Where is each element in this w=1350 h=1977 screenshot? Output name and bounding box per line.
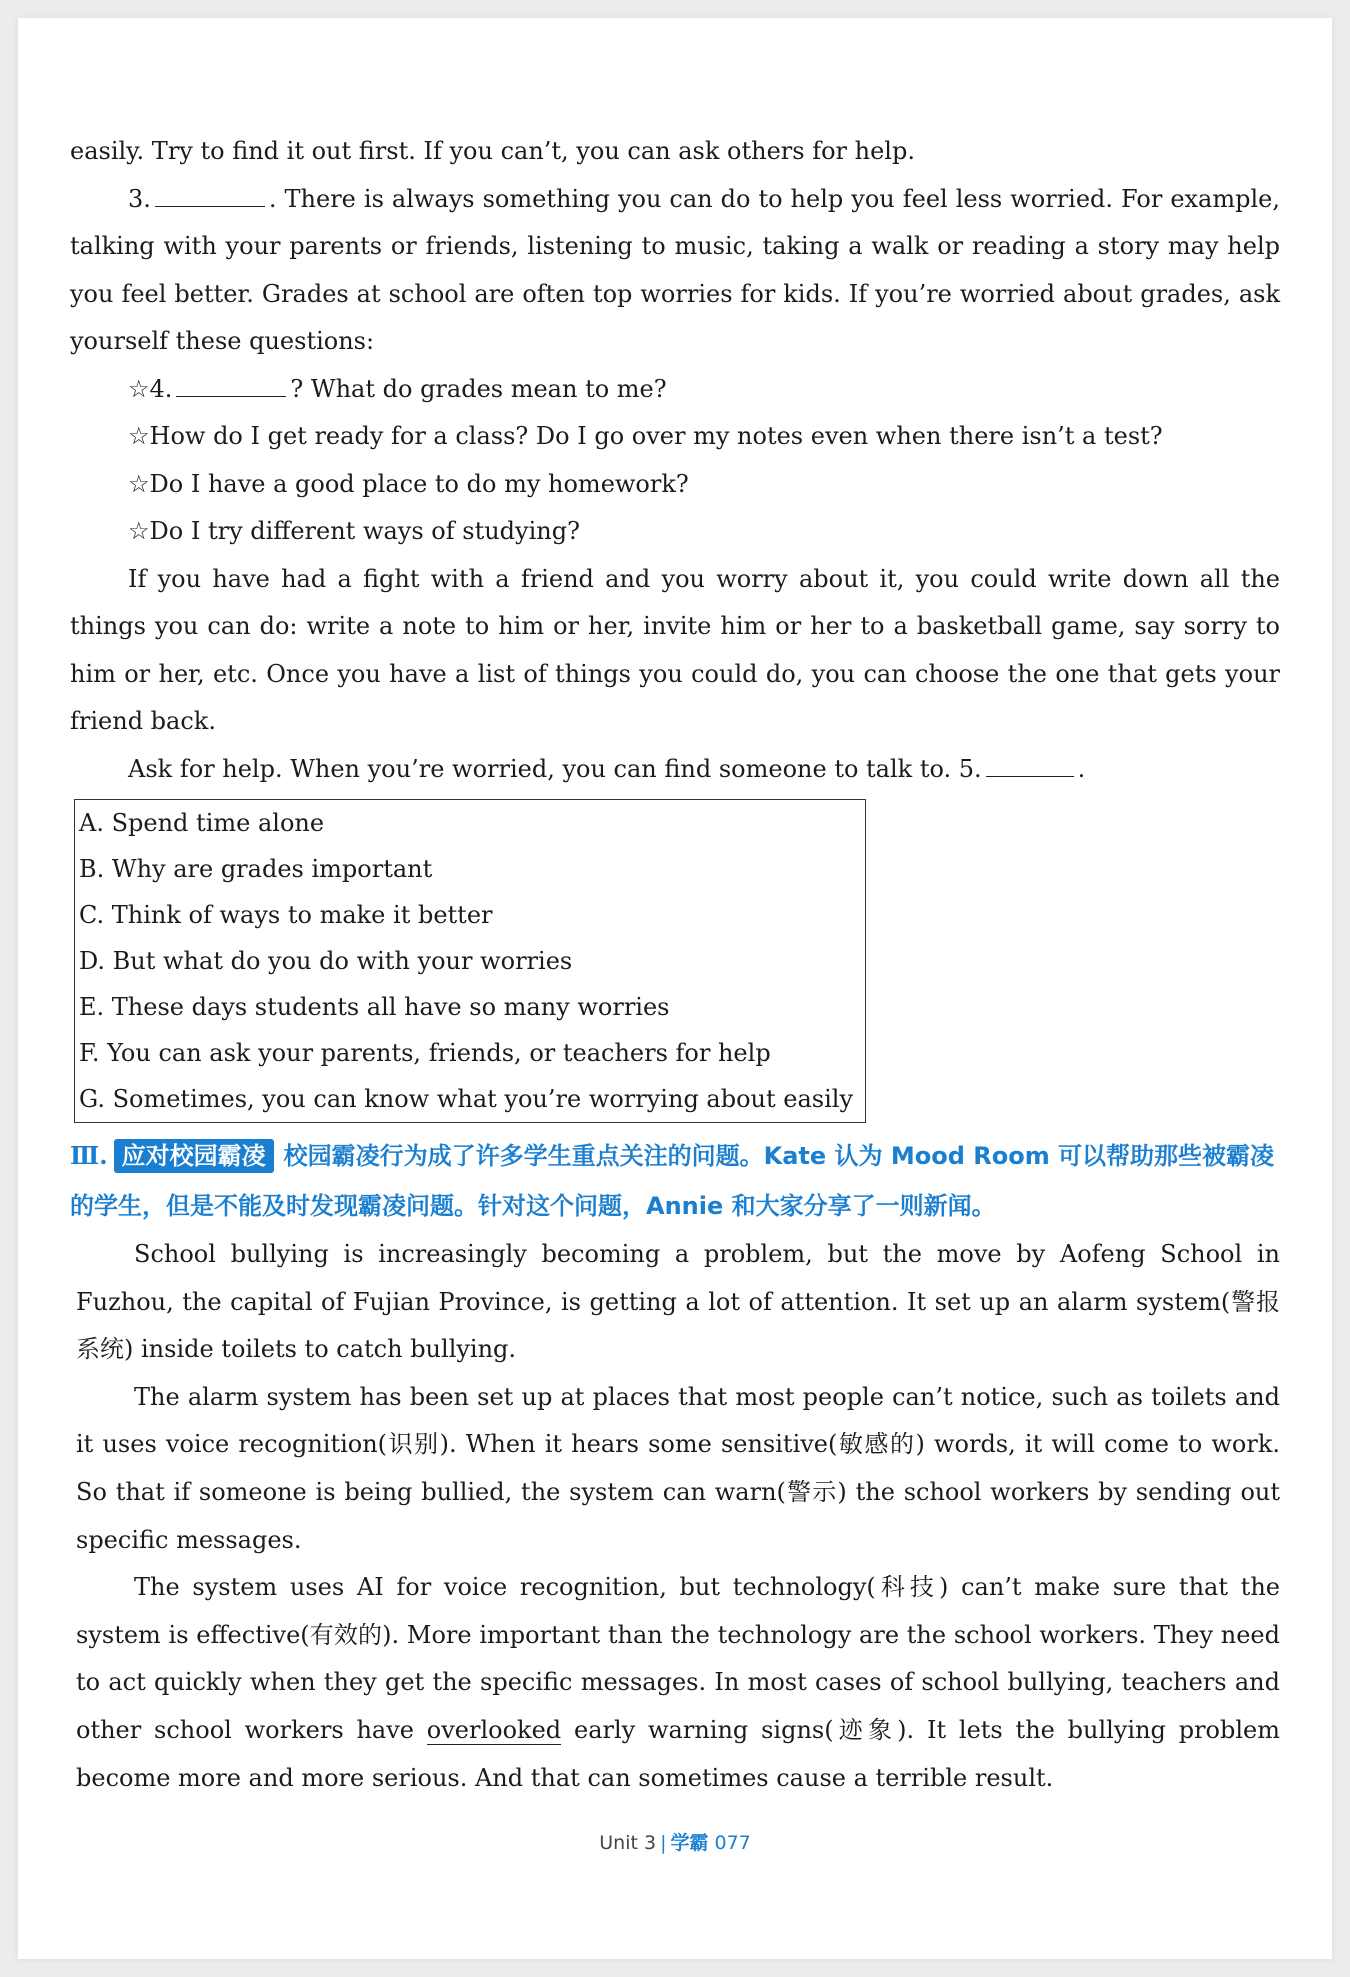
options-box	[74, 799, 866, 1123]
question-ready-line: ☆How do I get ready for a class? Do I go over my notes even when there isn’t a test?	[128, 422, 1163, 450]
option-e: E. These days students all have so many worries	[79, 993, 670, 1021]
question-number-3: 3.	[128, 184, 151, 213]
textbook-page	[18, 18, 1332, 1959]
passage-paragraph-fight: If you have had a fight with a friend and you worry about it, you could write down all the things you can do: write a note to him or her, invite him or her to a basketball game, say sorry to him or her, etc. Once you have a list of things you could do, you can choose the one that gets your friend back.	[70, 564, 1280, 735]
paragraph-3-text: . There is always something you can do to help you feel less worried. For example, talking with your parents or friends, listening to music, taking a walk or reading a story may help you feel better. Grades at school are often top worries for kids. If you’re worried about grades, ask yourself these questions:	[70, 184, 1280, 355]
underlined-word: overlooked	[426, 1715, 562, 1744]
section-3-number: Ⅲ.	[70, 1141, 108, 1170]
answer-blank-3[interactable]	[155, 184, 265, 207]
paragraph-5-text: Ask for help. When you’re worried, you can find someone to talk to. 5.	[128, 754, 982, 783]
footer-brand: 学霸	[670, 1832, 709, 1854]
passage-line-top: easily. Try to find it out first. If you can’t, you can ask others for help.	[70, 137, 915, 165]
question-4-text: ? What do grades mean to me?	[290, 374, 667, 403]
footer-unit: Unit 3	[599, 1832, 657, 1854]
section-3-tag: 应对校园霸凌	[114, 1139, 274, 1173]
passage-2-paragraph-2: The alarm system has been set up at places that most people can’t notice, such as toilets and it uses voice recognition(识别). When it hears some sensitive(敏感的) words, it will come to work. So that if someone is being bullied, the system can warn(警示) the school workers by sending out specific messages.	[76, 1382, 1280, 1554]
option-b: B. Why are grades important	[79, 855, 433, 883]
option-g: G. Sometimes, you can know what you’re worrying about easily	[79, 1085, 854, 1113]
option-f: F. You can ask your parents, friends, or teachers for help	[79, 1039, 771, 1067]
passage-paragraph-5	[70, 746, 1280, 794]
paragraph-3-before: The system uses AI for voice recognition, but technology(科技) can’t make sure that the system is effective(有效的). More important than the technology are the school workers. They need to act quickly when they get the specific messages. In most cases of school bullying, teachers and other school workers have	[76, 1573, 1280, 1744]
paragraph-5-end: .	[1077, 754, 1086, 783]
passage-2-paragraph-1: School bullying is increasingly becoming a problem, but the move by Aofeng School in Fuzhou, the capital of Fujian Province, is getting a lot of attention. It set up an alarm system(警报系统) inside toilets to catch bullying.	[76, 1240, 1280, 1364]
paragraph-3-after: early warning signs(迹象). It lets the bullying problem become more and more serious. And that can sometimes cause a terrible result.	[76, 1715, 1280, 1792]
answer-blank-4[interactable]	[176, 374, 286, 397]
passage-2	[70, 1231, 1280, 1802]
footer-separator: |	[660, 1832, 667, 1854]
option-d: D. But what do you do with your worries	[79, 947, 573, 975]
question-number-4: ☆4.	[128, 374, 173, 403]
section-3-intro: 校园霸凌行为成了许多学生重点关注的问题。Kate 认为 Mood Room 可以帮助那些被霸凌的学生，但是不能及时发现霸凌问题。针对这个问题，Annie 和大家分享了一则新闻。	[70, 1142, 1275, 1220]
option-a: A. Spend time alone	[79, 809, 325, 837]
passage-paragraph-3	[70, 176, 1280, 366]
page-content	[70, 128, 1280, 1802]
section-3-heading	[70, 1131, 1280, 1231]
option-c: C. Think of ways to make it better	[79, 901, 493, 929]
answer-blank-5[interactable]	[986, 754, 1074, 777]
passage-2-paragraph-3	[76, 1564, 1280, 1802]
question-place-line: ☆Do I have a good place to do my homework?	[128, 469, 689, 498]
page-footer	[18, 1828, 1332, 1855]
footer-page-number: 077	[714, 1832, 751, 1854]
question-4-line	[70, 366, 1280, 414]
question-ways-line: ☆Do I try different ways of studying?	[128, 517, 580, 545]
